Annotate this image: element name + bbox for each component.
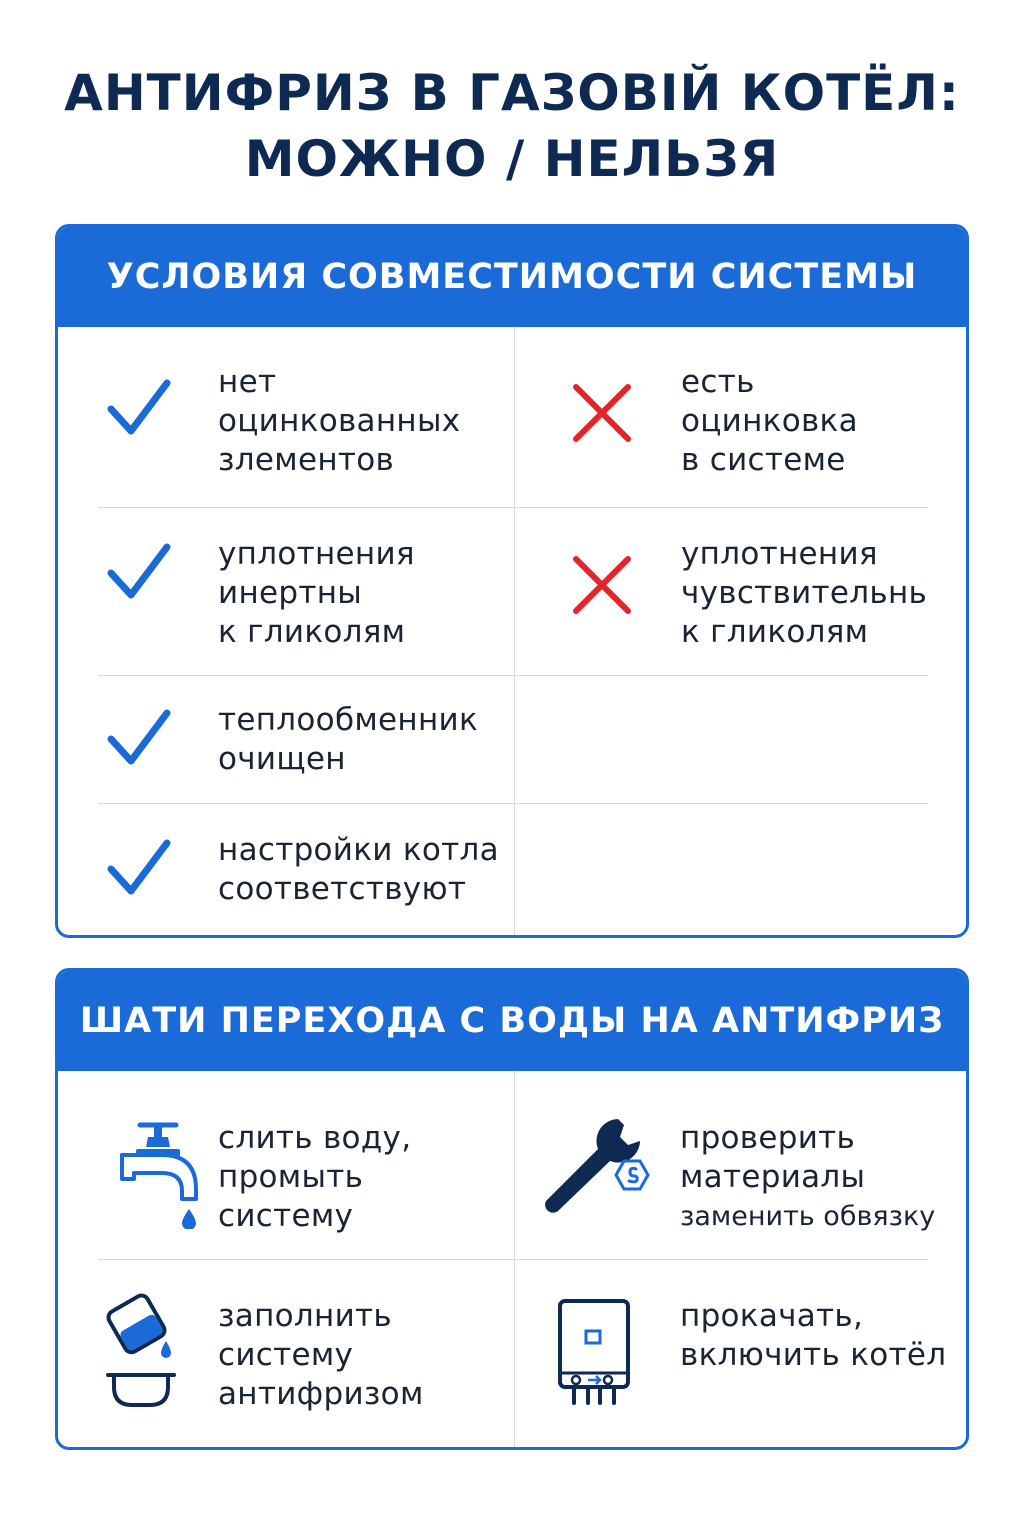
- page-title: [0, 60, 1024, 192]
- row-divider: [98, 507, 928, 508]
- fill-container-icon: [106, 1293, 176, 1413]
- column-divider: [514, 327, 515, 935]
- row-divider: [98, 1259, 928, 1260]
- allowed-item-4: настройки котла соответствуют: [218, 832, 499, 907]
- row-divider: [98, 803, 928, 804]
- compatibility-header: УСЛОВИЯ СОВМЕСТИМОСТИ СИСТЕМЫ: [58, 227, 966, 327]
- allowed-item-3: теплообменник очищен: [218, 702, 479, 777]
- checkmark-icon: [106, 837, 172, 903]
- step-1-text: слить воду, промыть систему: [218, 1120, 412, 1234]
- step-3-text: заполнить систему антифризом: [218, 1298, 424, 1412]
- cross-icon: [570, 553, 634, 621]
- allowed-item-1: нет оцинкованных злементов: [218, 364, 461, 478]
- steps-panel: [55, 968, 969, 1450]
- forbidden-item-1: есть оцинковка в системе: [681, 364, 858, 478]
- page-title-line-1: АНТИФРИЗ В ГАЗОВІЙ КОТЁЛ:: [64, 64, 960, 122]
- compatibility-panel: [55, 224, 969, 938]
- step-4-text: прокачать, включить котёл: [680, 1298, 947, 1373]
- steps-header: ШАТИ ПЕРЕХОДА С ВОДЫ НА ANТИФРИЗ: [58, 971, 966, 1071]
- faucet-icon: [118, 1117, 198, 1233]
- wrench-icon: [538, 1115, 654, 1219]
- checkmark-icon: [106, 377, 172, 443]
- cross-icon: [570, 381, 634, 449]
- row-divider: [98, 675, 928, 676]
- checkmark-icon: [106, 541, 172, 607]
- checkmark-icon: [106, 707, 172, 773]
- page-title-line-2: МОЖНО / НЕЛЬЗЯ: [244, 130, 780, 188]
- allowed-item-2: уплотнения инертны к гликолям: [218, 536, 415, 650]
- step-2-text: проверить материалы заменить обвязку: [680, 1120, 936, 1232]
- boiler-icon: [556, 1297, 632, 1413]
- forbidden-item-2: уплотнения чувствительнь к гликолям: [681, 536, 928, 650]
